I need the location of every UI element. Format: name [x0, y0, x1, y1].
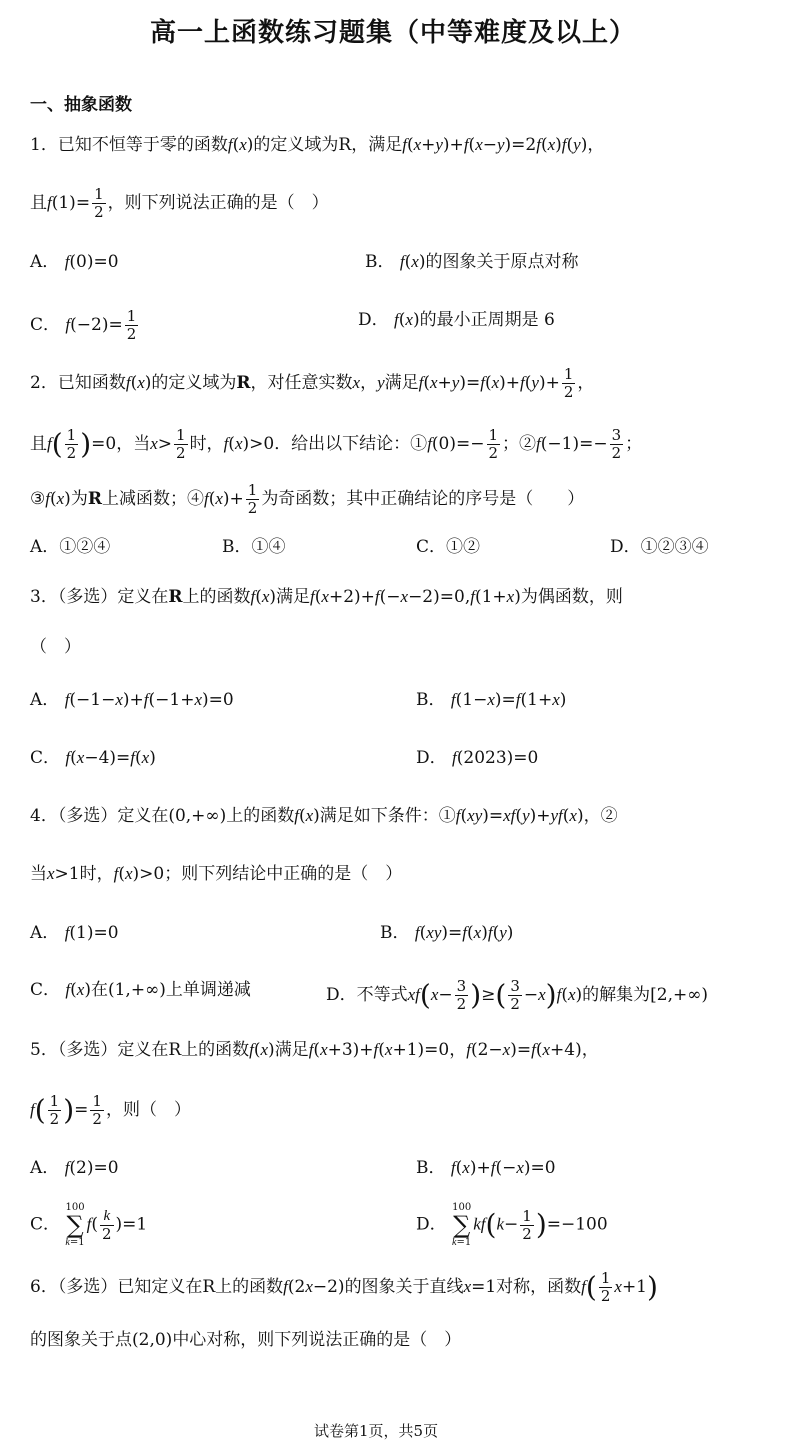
q3-option-d[interactable]: D． f(2023)=0	[416, 748, 539, 768]
page-title: 高一上函数练习题集（中等难度及以上）	[150, 18, 637, 48]
q3-option-c[interactable]: C． f(x−4)=f(x)	[30, 748, 156, 768]
q1-option-d[interactable]: D． f(x)的最小正周期是 6	[358, 310, 555, 330]
q5-line2: f( $\frac{1}{2}$ )= $\frac{1}{2}$ ，则（ ）	[30, 1092, 191, 1128]
q4-line1: 4．（多选）定义在(0,+∞)上的函数f(x)满足如下条件：①f(xy)=xf(y)+yf(x)，②	[30, 806, 618, 826]
q3-line1: 3．（多选）定义在R上的函数f(x)满足f(x+2)+f(−x−2)=0,f(1+x)为偶函数，则	[30, 587, 623, 607]
q1-line2: 且f(1)= $\frac{1}{2}$ ，则下列说法正确的是（ ）	[30, 185, 329, 221]
q5-option-c[interactable]: C． 100 ∑ k=1 f( $\frac{k}{2}$ )=1	[30, 1202, 148, 1248]
q6-line1: 6．（多选）已知定义在R上的函数f(2x−2)的图象关于直线x=1对称，函数f( $\frac{1}{2}$ x+1)	[30, 1269, 658, 1305]
q4-line2: 当x>1时，f(x)>0；则下列结论中正确的是（ ）	[30, 864, 403, 884]
section-heading: 一、抽象函数	[30, 95, 132, 115]
q1-option-a[interactable]: A． f(0)=0	[30, 252, 119, 272]
q5-line1: 5．（多选）定义在R上的函数f(x)满足f(x+3)+f(x+1)=0，f(2−x)=f(x+4)，	[30, 1040, 599, 1060]
q1-line1: 1．已知不恒等于零的函数f(x)的定义域为R，满足f(x+y)+f(x−y)=2f(x)f(y)，	[30, 135, 605, 155]
q5-option-b[interactable]: B． f(x)+f(−x)=0	[416, 1158, 556, 1178]
q4-option-a[interactable]: A． f(1)=0	[30, 923, 119, 943]
q3-option-b[interactable]: B． f(1−x)=f(1+x)	[416, 690, 567, 710]
q2-line3: ③f(x)为R上减函数；④f(x)+ $\frac{1}{2}$ 为奇函数；其中正确结论的序号是（ ）	[30, 481, 585, 517]
q1-option-b[interactable]: B． f(x)的图象关于原点对称	[365, 252, 579, 272]
q2-option-d[interactable]: D．①②③④	[610, 537, 709, 557]
q2-line1: 2．已知函数f(x)的定义域为R，对任意实数x，y满足f(x+y)=f(x)+f(y)+ $\frac{1}{2}$ ，	[30, 365, 595, 401]
q2-option-b[interactable]: B．①④	[222, 537, 286, 557]
q3-option-a[interactable]: A． f(−1−x)+f(−1+x)=0	[30, 690, 234, 710]
q5-option-d[interactable]: D． 100 ∑ k=1 kf(k− $\frac{1}{2}$ )=−100	[416, 1202, 608, 1248]
q1-option-c[interactable]: C． f(−2)= $\frac{1}{2}$	[30, 307, 137, 343]
q5-option-a[interactable]: A． f(2)=0	[30, 1158, 119, 1178]
q2-option-a[interactable]: A．①②④	[30, 537, 111, 557]
q4-option-d[interactable]: D．不等式xf(x− $\frac{3}{2}$ )≥( $\frac{3}{2}$ −x)f(x)的解集为[2,+∞)	[326, 977, 709, 1013]
q6-line2: 的图象关于点(2,0)中心对称，则下列说法正确的是（ ）	[30, 1330, 462, 1350]
q2-line2: 且f( $\frac{1}{2}$ )=0，当x> $\frac{1}{2}$ 时，f(x)>0．给出以下结论：①f(0)=− $\frac{1}{2}$ ；②f(−1)=− $\frac{3}{2}$ ；	[30, 426, 643, 462]
q2-option-c[interactable]: C．①②	[416, 537, 481, 557]
q4-option-c[interactable]: C． f(x)在(1,+∞)上单调递减	[30, 980, 251, 1000]
q3-line2: （ ）	[30, 637, 81, 657]
page-footer: 试卷第1页，共5页	[314, 1422, 439, 1440]
q4-option-b[interactable]: B． f(xy)=f(x)f(y)	[380, 923, 514, 943]
